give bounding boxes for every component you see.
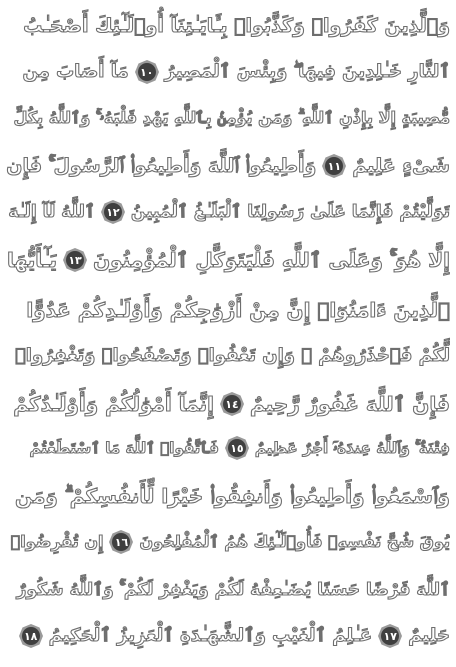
verse-number-marker (378, 624, 402, 648)
verse-number: ١٧ (383, 629, 397, 643)
verse-number-marker (220, 392, 244, 416)
verse-text: إِن تُقْرِضُوا۟ (10, 532, 104, 551)
verse-text: ٱلنَّارِ خَـٰلِدِينَ فِيهَا ۖ وَبِئْسَ ٱلْمَصِيرُ (164, 61, 450, 82)
text-line (6, 192, 450, 232)
verse-text: فَٱتَّقُوا۟ ٱللَّهَ مَا ٱسْتَطَعْتُمْ (29, 439, 219, 457)
verse-number: ١١ (327, 159, 342, 173)
verse-text: يَـٰٓأَيُّهَا (6, 248, 58, 272)
verse-text: يُوقَ شُحَّ نَفْسِهِۦ فَأُو۟لَـٰٓئِكَ هُمُ ٱلْمُفْلِحُونَ (139, 532, 450, 551)
verse-text: وَٱسْمَعُوا۟ وَأَطِيعُوا۟ وَأَنفِقُوا۟ خَيْرًا لِّأَنفُسِكُمْ ۗ وَمَن (15, 484, 450, 508)
verse-text: فِتْنَةٌ ۚ وَٱللَّهُ عِندَهُۥٓ أَجْرٌ عَظِيمٌ (254, 439, 450, 457)
verse-number-marker (322, 154, 346, 178)
text-line (6, 476, 450, 516)
text-line (6, 290, 450, 330)
verse-text: وَٱلَّذِينَ كَفَرُوا۟ وَكَذَّبُوا۟ بِـَٔايَـٰتِنَآ أُو۟لَـٰٓئِكَ أَصْحَـٰبُ (23, 15, 450, 37)
verse-text: مَآ أَصَابَ مِن (22, 61, 129, 82)
verse-number-marker (135, 60, 159, 84)
verse-number: ١٠ (139, 65, 154, 79)
verse-number-marker (109, 530, 133, 554)
verse-text: إِلَّا هُوَ ۚ وَعَلَى ٱللَّهِ فَلْيَتَوَكَّلِ ٱلْمُؤْمِنُونَ (93, 248, 450, 272)
text-line (6, 52, 450, 92)
verse-number-marker (225, 436, 249, 460)
text-line (6, 428, 450, 468)
verse-number: ١٤ (225, 397, 239, 411)
verse-number-marker (101, 200, 125, 224)
verse-text: تَوَلَّيْتُمْ فَإِنَّمَا عَلَىٰ رَسُولِنَا ٱلْبَلَـٰغُ ٱلْمُبِينُ (130, 202, 450, 222)
verse-text: ٱللَّهُ لَآ إِلَـٰهَ (8, 202, 95, 222)
verse-text: ٱلَّذِينَ ءَامَنُوٓا۟ إِنَّ مِنْ أَزْوَٰجِكُمْ وَأَوْلَـٰدِكُمْ عَدُوًّا (26, 298, 450, 322)
text-line (6, 336, 450, 376)
text-line (6, 6, 450, 46)
verse-number: ١٦ (114, 535, 129, 549)
text-line (6, 146, 450, 186)
verse-text: فَإِنَّ ٱللَّهَ غَفُورٌ رَّحِيمٌ (250, 392, 450, 416)
verse-number: ١٢ (106, 205, 120, 219)
verse-number: ١٣ (68, 253, 82, 267)
verse-number-marker (19, 624, 43, 648)
text-line (6, 616, 450, 656)
verse-text: مُّصِيبَةٍ إِلَّا بِإِذْنِ ٱللَّهِ ۗ وَمَن يُؤْمِنۢ بِٱللَّهِ يَهْدِ قَلْبَهُۥ ۚ وَٱللَّهُ بِكُلِّ (13, 108, 450, 127)
verse-number-marker (63, 248, 87, 272)
verse-text: شَىْءٍ عَلِيمٌ (352, 155, 450, 177)
verse-text: لَّكُمْ فَٱحْذَرُوهُمْ ۚ وَإِن تَعْفُوا۟ وَتَصْفَحُوا۟ وَتَغْفِرُوا۟ (15, 345, 450, 366)
verse-number: ١٥ (230, 441, 244, 455)
text-line (6, 522, 450, 562)
text-line (6, 98, 450, 138)
text-line (6, 570, 450, 610)
verse-text: إِنَّمَآ أَمْوَٰلُكُمْ وَأَوْلَـٰدُكُمْ (13, 392, 215, 416)
text-line (6, 384, 450, 424)
verse-text: حَلِيمٌ (408, 625, 450, 646)
verse-text: وَأَطِيعُوا۟ ٱللَّهَ وَأَطِيعُوا۟ ٱلرَّسُولَ ۚ فَإِن (6, 155, 317, 177)
text-line (6, 240, 450, 280)
verse-text: ٱللَّهَ قَرْضًا حَسَنًا يُضَـٰعِفْهُ لَكُمْ وَيَغْفِرْ لَكُمْ ۚ وَٱللَّهُ شَكُورٌ (16, 580, 450, 600)
verse-number: ١٨ (23, 629, 38, 643)
verse-text: عَـٰلِمُ ٱلْغَيْبِ وَٱلشَّهَـٰدَةِ ٱلْعَزِيزُ ٱلْحَكِيمُ (48, 625, 373, 646)
